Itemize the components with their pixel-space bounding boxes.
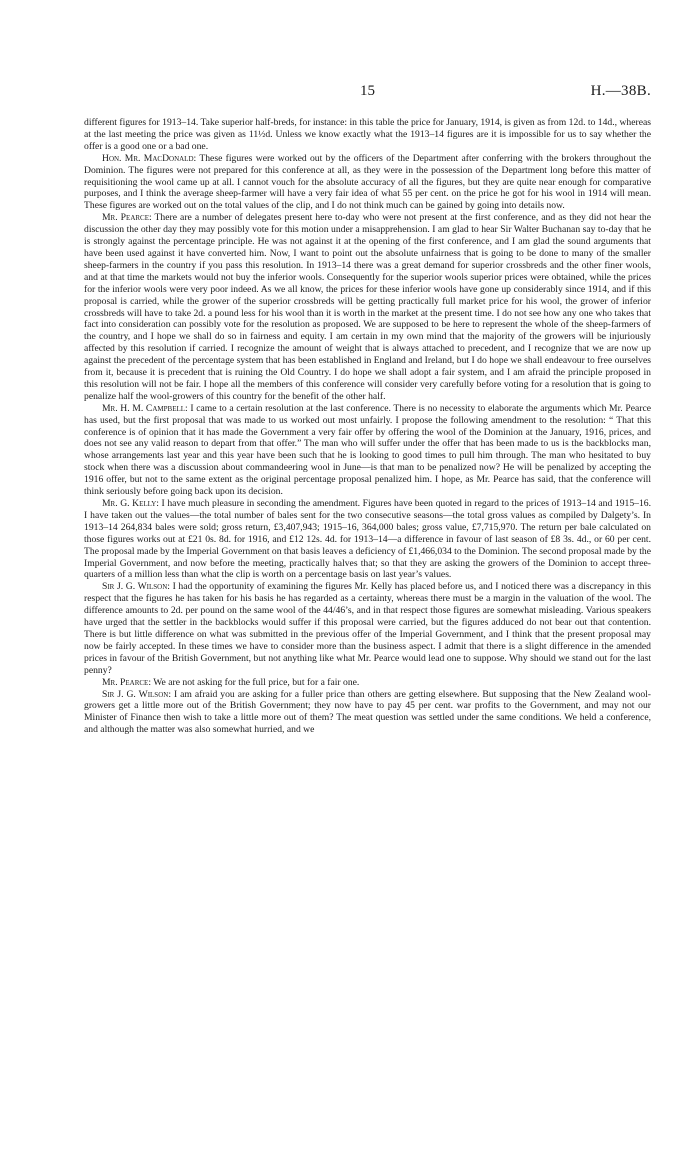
paragraph: [84, 498, 651, 581]
paragraph-text: I had the opportunity of examining the figures Mr. Kelly has placed before us, and I noticed there was a discrepancy in this respect that the figures he has taken for his basis he has regarded as a certainty, whereas there must be a margin in the valuation of the wool. The difference amounts to 2d. per pound on the same wool of the 44/46’s, and in that respect those figures are somewhat misleading. Various speakers have urged that the settler in the backblocks would suffer if this proposal were carried, but the figures adduced do not bear out that contention. There is but little difference on what was submitted in the previous offer of the Imperial Government, and I think that the present proposal may now be fairly accepted. In these times we have to consider more than the business aspect. I admit that there is a slight difference in the amended prices in favour of the British Government, but not anything like what Mr. Pearce would lead one to suppose. Why should we stand out for the last penny?: [84, 581, 651, 676]
paragraph-text: I came to a certain resolution at the last conference. There is no necessity to elaborate the arguments which Mr. Pearce has used, but the first proposal that was made to us worked out most unfairly. I propose the following amendment to the resolution: “ That this conference is of opinion that it has made the Government a very fair offer by offering the wool of the Dominion at the January, 1916, prices, and does not see any valid reason to depart from that offer.” The man who will suffer under the offer that has been made to us is the backblocks man, whose arrangements last year and this year have been such that he is looking to good times to pull him through. The man who hesitated to buy stock when there was a discussion about commandeering wool in June—is that man to be penalized now? He will be penalized by accepting the 1916 offer, but not to the same extent as the original percentage proposal penalized him. I hope, as Mr. Pearce has said, that the conference will think seriously before going back upon its decision.: [84, 402, 651, 498]
speaker-name: Mr. Pearce:: [102, 676, 152, 688]
body-text: [84, 117, 651, 736]
paragraph-text: I have much pleasure in seconding the amendment. Figures have been quoted in regard to the prices of 1913–14 and 1915–16. I have taken out the values—the total number of bales sent for the two consecutive seasons—the total gross values as compiled by Dalgety’s. In 1913–14 264,834 bales were sold; gross return, £3,407,943; 1915–16, 364,000 bales; gross value, £7,715,970. The return per bale calculated on those figures works out at £21 0s. 8d. for 1916, and £12 12s. 4d. for 1913–14—a difference in favour of last season of £8 3s. 4d., or 60 per cent. The proposal made by the Imperial Government on that basis leaves a deficiency of £1,466,034 to the Dominion. The second proposal made by the Imperial Government, and now before the meeting, practically halves that; so that they are asking the growers of the Dominion to accept three-quarters of a million less than what the clip is worth on a percentage basis on last year’s values.: [84, 498, 652, 581]
paragraph: [84, 581, 651, 676]
paragraph: [84, 403, 651, 498]
paragraph: [84, 117, 651, 153]
document-reference: H.—38B.: [590, 83, 651, 99]
paragraph: [84, 212, 651, 403]
speaker-name: Mr. G. Kelly:: [102, 498, 159, 509]
paragraph-text: different figures for 1913–14. Take superior half-breds, for instance: in this table the price for January, 1914, is given as from 12d. to 14d., whereas at the last meeting the price was given as 11½d. Unless we know exactly what the 1913–14 figures are it is impossible for us to say whether the offer is a good one or a bad one.: [84, 117, 651, 152]
paragraph: [84, 153, 651, 213]
paragraph-text: We are not asking for the full price, but for a fair one.: [151, 676, 360, 688]
speaker-name: Hon. Mr. MacDonald:: [102, 152, 197, 164]
paragraph: [84, 677, 651, 689]
paragraph-text: I am afraid you are asking for a fuller price than others are getting elsewhere. But supposing that the New Zealand wool-growers get a little more out of the British Government; they now have to pay 45 per cent. war profits to the Government, and may not our Minister of Finance then wish to take a little more out of them? The meat question was settled under the same conditions. We held a conference, and although the matter was also somewhat hurried, and we: [84, 688, 652, 736]
page-number: 15: [360, 83, 375, 99]
paragraph-text: There are a number of delegates present here to-day who were not present at the first conference, and as they did not hear the discussion the other day they may possibly vote for this motion under a misapprehension. I am glad to hear Sir Walter Buchanan say to-day that he is strongly against the percentage principle. He was not against it at the opening of the first conference, and I am glad the sound arguments that have been used against it have converted him. Now, I want to point out the absolute unfairness that is going to be done to many of the smaller sheep-farmers in the country if you pass this resolution. In 1913–14 there was a great demand for superior crossbreds and the other finer wools, and at that time the markets would not buy the inferior wools. Consequently for the superior wools superior prices were obtained, while the prices for the inferior wools were very poor indeed. As we all know, the prices for these inferior wools have gone up considerably since 1914, and if this proposal is carried, while the grower of the superior crossbreds will be getting practically full market price for his wool, the grower of inferior crossbreds will have to take 2d. a pound less for his wool than it is worth in the market at the present time. I do not see how any one who takes that fact into consideration can possibly vote for the resolution as proposed. We are supposed to be here to represent the whole of the sheep-farmers of the country, and I hope we shall do so in fairness and equity. I am certain in my own mind that the majority of the growers will be injuriously affected by this resolution if carried. I recognize the amount of weight that is always attached to precedent, and I recognize that we are now up against the precedent of the percentage system that has been established in England and Ireland, but I do hope we shall endeavour to free ourselves from it, because it is precedent that is ruining the Old Country. I do hope we shall adopt a fair system, and I am afraid the principle proposed in this resolution will not be fair. I hope all the members of this conference will consider very carefully before voting for a resolution that is going to penalize half the wool-growers of this country for the benefit of the other half.: [84, 212, 652, 402]
page-header: [84, 83, 651, 103]
speaker-name: Mr. H. M. Campbell:: [102, 402, 188, 414]
speaker-name: Mr. Pearce:: [102, 212, 152, 224]
speaker-name: Sir J. G. Wilson:: [102, 688, 171, 700]
paragraph-text: These figures were worked out by the officers of the Department after conferring with the brokers throughout the Dominion. The figures were not prepared for this conference at all, as they were in the possession of the Department long before this matter of requisitioning the wool came up at all. I cannot vouch for the absolute accuracy of all the figures, but they are quite near enough for comparative purposes, and I think the average sheep-farmer will have a very fair idea of what 55 per cent. on the price he got for his wool in 1914 will mean. These figures are worked out on the total values of the clip, and I do not think much can be gained by going into details now.: [84, 152, 651, 212]
paragraph: [84, 689, 651, 737]
speaker-name: Sir J. G. Wilson:: [102, 581, 170, 593]
